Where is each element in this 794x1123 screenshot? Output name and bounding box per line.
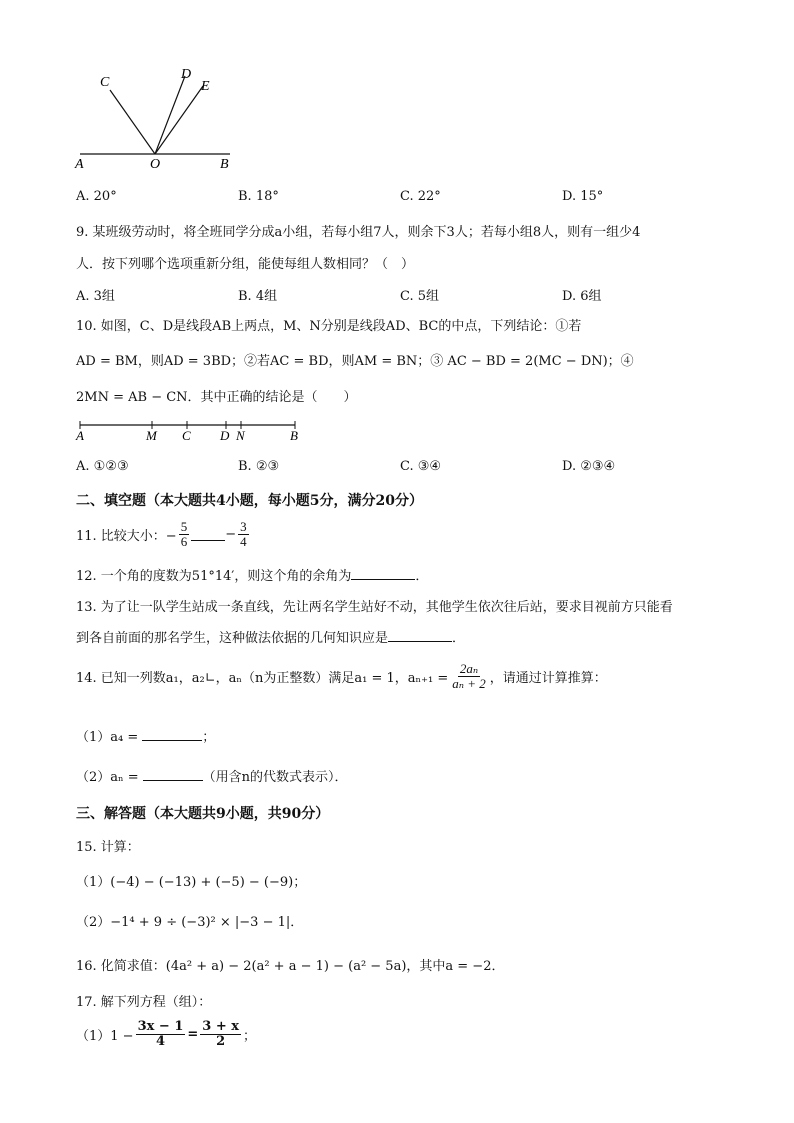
q10-line3: 2MN = AB − CN．其中正确的结论是（ ） [76,390,357,405]
label-o: O [150,157,161,172]
q14-part1 [76,726,215,745]
q11-fraction-1 [179,520,190,548]
label-b: B [220,157,229,172]
q14-prefix: 14. 已知一列数a₁，a₂∟，aₙ（n为正整数）满足a₁ = 1，aₙ₊₁ = [76,670,449,686]
q11-blank[interactable] [191,528,225,541]
segment-figure [70,415,310,447]
q9-option-b: B. 4组 [238,289,278,304]
ray-oe [155,86,203,154]
q17-fraction-2 [200,1020,241,1048]
q14 [76,662,607,690]
q10-line1: 10. 如图，C、D是线段AB上两点，M、N分别是线段AD、BC的中点，下列结论：①若 [76,319,582,334]
label-d: D [181,67,192,82]
q11-prefix: 11. 比较大小：− [76,528,177,544]
ray-od [155,76,185,154]
q11-f1-den: 6 [180,533,188,549]
q9-option-d: D. 6组 [562,289,602,304]
q14-suffix: ，请通过计算推算： [489,670,607,686]
label-c: C [100,75,110,90]
q14-f-den: aₙ + 2 [452,675,486,691]
seg-label-a: A [76,428,84,443]
q8-option-d: D. 15° [562,189,604,204]
q8-option-c: C. 22° [400,189,441,204]
q17-eq: = [187,1026,199,1042]
q10-option-b: B. ②③ [238,459,280,474]
q17-p1-end: ； [243,1028,257,1044]
q13-line2-wrap [76,627,465,646]
q10-option-a: A. ①②③ [76,459,129,474]
seg-label-d: D [220,428,230,443]
q14-f-num: 2aₙ [459,661,479,676]
q14-p2-blank[interactable] [143,768,203,781]
q12-blank[interactable] [351,567,415,580]
q14-p1-blank[interactable] [142,728,202,741]
q17-f2-den: 2 [216,1033,226,1049]
q9-line2: 人．按下列哪个选项重新分组，能使每组人数相同？（ ） [76,257,415,272]
q11-minus: − [225,526,237,542]
q17-title: 17. 解下列方程（组）： [76,995,212,1010]
q14-p2-end: （用含n的代数式表示）． [202,770,348,785]
q17-p1-prefix: （1）1 − [76,1028,134,1044]
q10-line2: AD = BM，则AD = 3BD；②若AC = BD，则AM = BN；③ AC − BD = 2(MC − DN)；④ [76,354,634,369]
seg-label-n: N [236,428,245,443]
q8-option-b: B. 18° [238,189,279,204]
q9-line1: 9. 某班级劳动时，将全班同学分成a小组，若每小组7人，则余下3人；若每小组8人，则有一组少4 [76,225,641,240]
q12-end: ． [415,569,429,584]
seg-label-m: M [146,428,157,443]
q17-f1-den: 4 [155,1033,165,1049]
label-a: A [75,157,84,172]
q13-line1: 13. 为了让一队学生站成一条直线，先让两名学生站好不动，其他学生依次往后站，要求目视前方只能看 [76,600,673,615]
q8-option-a: A. 20° [76,189,117,204]
q12 [76,565,428,584]
section-3-heading: 三、解答题（本大题共9小题，共90分） [76,806,330,822]
q10-option-c: C. ③④ [400,459,442,474]
q10-option-d: D. ②③④ [562,459,616,474]
q9-option-a: A. 3组 [76,289,115,304]
q12-text: 12. 一个角的度数为51°14′，则这个角的余角为 [76,569,352,584]
q13-end: ． [452,631,466,646]
q14-part2 [76,766,348,785]
q14-p2: （2）aₙ = [76,770,139,785]
q15-part2: （2）−1⁴ + 9 ÷ (−3)² × |−3 − 1|． [76,915,304,930]
angle-figure [70,62,250,172]
q17-f1-num: 3x − 1 [137,1019,184,1034]
seg-label-c: C [182,428,191,443]
q15-title: 15. 计算： [76,840,140,855]
q9-option-c: C. 5组 [400,289,440,304]
q11-f1-num: 5 [180,519,188,534]
q11-fraction-2 [238,520,249,548]
q15-part1: （1）(−4) − (−13) + (−5) − (−9)； [76,875,307,890]
q17-f2-num: 3 + x [202,1019,240,1034]
q17-fraction-1 [136,1020,186,1048]
q14-p1-end: ； [202,730,216,745]
seg-label-b: B [290,428,298,443]
q16: 16. 化简求值：(4a² + a) − 2(a² + a − 1) − (a² − 5a)，其中a = −2． [76,959,505,974]
q11 [76,520,251,548]
q13-blank[interactable] [388,629,452,642]
label-e: E [201,79,210,94]
q11-f2-num: 3 [240,519,247,534]
q13-line2: 到各自前面的那名学生，这种做法依据的几何知识应是 [76,631,389,646]
q14-p1: （1）a₄ = [76,730,139,745]
q14-fraction [450,662,488,690]
section-2-heading: 二、填空题（本大题共4小题，每小题5分，满分20分） [76,493,423,509]
q17-part1 [76,1020,256,1048]
ray-oc [110,90,155,154]
q11-f2-den: 4 [240,533,247,549]
